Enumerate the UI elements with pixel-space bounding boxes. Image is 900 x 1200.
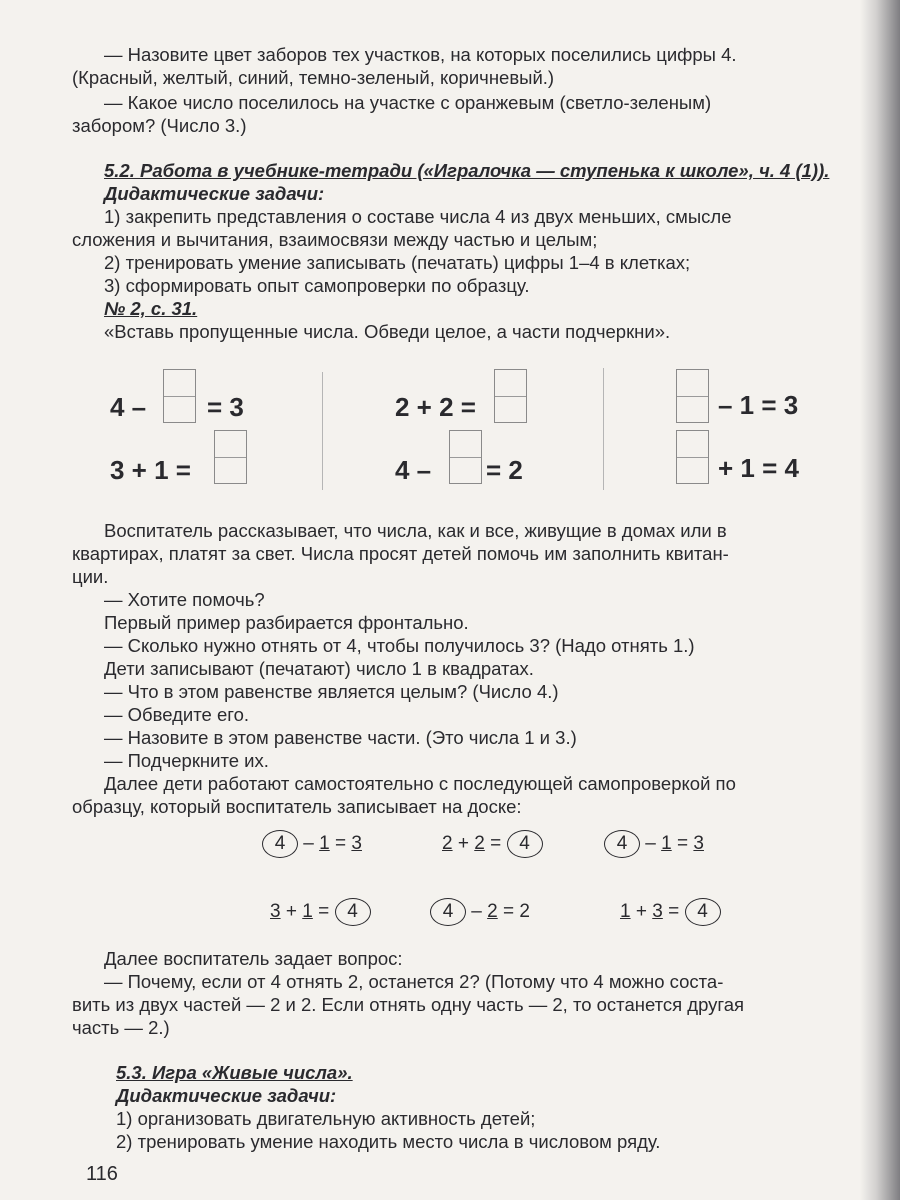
column-separator — [603, 368, 604, 490]
underlined-part: 1 — [661, 833, 672, 854]
underlined-part: 2 — [442, 833, 453, 854]
answer-box — [494, 369, 527, 423]
section-heading-5-2: 5.2. Работа в учебнике-тетради («Игралочка — ступенька к школе», ч. 4 (1)). — [104, 160, 830, 181]
paragraph-line: Далее дети работают самостоятельно с последующей самопроверкой по — [104, 773, 736, 794]
circled-whole: 4 — [507, 830, 543, 858]
page-number: 116 — [86, 1163, 118, 1185]
task-item: 2) тренировать умение записывать (печатать) цифры 1–4 в клетках; — [104, 252, 691, 273]
paragraph-line: Далее воспитатель задает вопрос: — [104, 948, 403, 969]
circled-whole: 4 — [430, 898, 466, 926]
circled-whole: 4 — [262, 830, 298, 858]
task-item: 1) организовать двигательную активность детей; — [116, 1108, 536, 1129]
paragraph-line: Дети записывают (печатают) число 1 в квадратах. — [104, 658, 534, 679]
circled-whole: 4 — [604, 830, 640, 858]
answer-box — [214, 430, 247, 484]
paragraph-line: часть — 2.) — [72, 1017, 170, 1038]
equation-2-left: 3 + 1 = — [110, 455, 191, 485]
exercise-instruction: «Вставь пропущенные числа. Обведи целое, а части подчеркни». — [104, 321, 671, 342]
paragraph-line: квартирах, платят за свет. Числа просят детей помочь им заполнить квитан- — [72, 543, 729, 564]
answer-box — [676, 430, 709, 484]
sample-equation-1: 4 – 1 = 3 — [262, 830, 362, 858]
equation-5-right: – 1 = 3 — [718, 390, 799, 420]
paragraph-line: забором? (Число 3.) — [72, 115, 247, 136]
page-edge-shadow — [860, 0, 900, 1200]
section-heading-5-3: 5.3. Игра «Живые числа». — [116, 1062, 353, 1083]
dialogue-line: — Хотите помочь? — [104, 589, 265, 610]
task-item-cont: сложения и вычитания, взаимосвязи между частью и целым; — [72, 229, 598, 250]
answer-box — [163, 369, 196, 423]
sample-equation-5: 4 – 2 = 2 — [430, 898, 530, 926]
paragraph-line: (Красный, желтый, синий, темно-зеленый, коричневый.) — [72, 67, 555, 88]
answer-box — [449, 430, 482, 484]
task-item: 1) закрепить представления о составе числа 4 из двух меньших, смысле — [104, 206, 732, 227]
equation-3-left: 2 + 2 = — [395, 392, 476, 422]
sample-equation-4: 3 + 1 = 4 — [270, 898, 371, 926]
sample-equation-6: 1 + 3 = 4 — [620, 898, 721, 926]
didactic-tasks-label: Дидактические задачи: — [116, 1085, 337, 1106]
paragraph-line: образцу, который воспитатель записывает на доске: — [72, 796, 522, 817]
paragraph-line: Первый пример разбирается фронтально. — [104, 612, 469, 633]
column-separator — [322, 372, 323, 490]
exercise-reference: № 2, с. 31. — [104, 298, 198, 319]
circled-whole: 4 — [685, 898, 721, 926]
paragraph-line: вить из двух частей — 2 и 2. Если отнять одну часть — 2, то останется другая — [72, 994, 745, 1015]
task-item: 3) сформировать опыт самопроверки по образцу. — [104, 275, 530, 296]
equation-1-right: = 3 — [207, 392, 244, 422]
answer-box — [676, 369, 709, 423]
dialogue-line: — Сколько нужно отнять от 4, чтобы получилось 3? (Надо отнять 1.) — [104, 635, 695, 656]
underlined-part: 1 — [319, 833, 330, 854]
underlined-part: 2 — [474, 833, 485, 854]
underlined-part: 3 — [351, 833, 362, 854]
equation-4-left: 4 – — [395, 455, 432, 485]
equation-4-right: = 2 — [486, 455, 523, 485]
dialogue-line: — Назовите в этом равенстве части. (Это числа 1 и 3.) — [104, 727, 577, 748]
underlined-part: 2 — [487, 901, 498, 922]
dialogue-line: — Почему, если от 4 отнять 2, останется 2? (Потому что 4 можно соста- — [104, 971, 724, 992]
dialogue-line: — Подчеркните их. — [104, 750, 269, 771]
equation-6-right: + 1 = 4 — [718, 453, 799, 483]
dialogue-line: — Обведите его. — [104, 704, 250, 725]
sample-equation-2: 2 + 2 = 4 — [442, 830, 543, 858]
paragraph-line: ции. — [72, 566, 109, 587]
equation-1-left: 4 – — [110, 392, 147, 422]
sample-equation-3: 4 – 1 = 3 — [604, 830, 704, 858]
underlined-part: 1 — [620, 901, 631, 922]
circled-whole: 4 — [335, 898, 371, 926]
underlined-part: 1 — [302, 901, 313, 922]
didactic-tasks-label: Дидактические задачи: — [104, 183, 325, 204]
underlined-part: 3 — [693, 833, 704, 854]
task-item: 2) тренировать умение находить место числа в числовом ряду. — [116, 1131, 661, 1152]
underlined-part: 3 — [652, 901, 663, 922]
dialogue-line: — Что в этом равенстве является целым? (Число 4.) — [104, 681, 559, 702]
paragraph-line: — Какое число поселилось на участке с оранжевым (светло-зеленым) — [104, 92, 712, 113]
underlined-part: 3 — [270, 901, 281, 922]
paragraph-line: — Назовите цвет заборов тех участков, на которых поселились цифры 4. — [104, 44, 737, 65]
paragraph-line: Воспитатель рассказывает, что числа, как и все, живущие в домах или в — [104, 520, 727, 541]
